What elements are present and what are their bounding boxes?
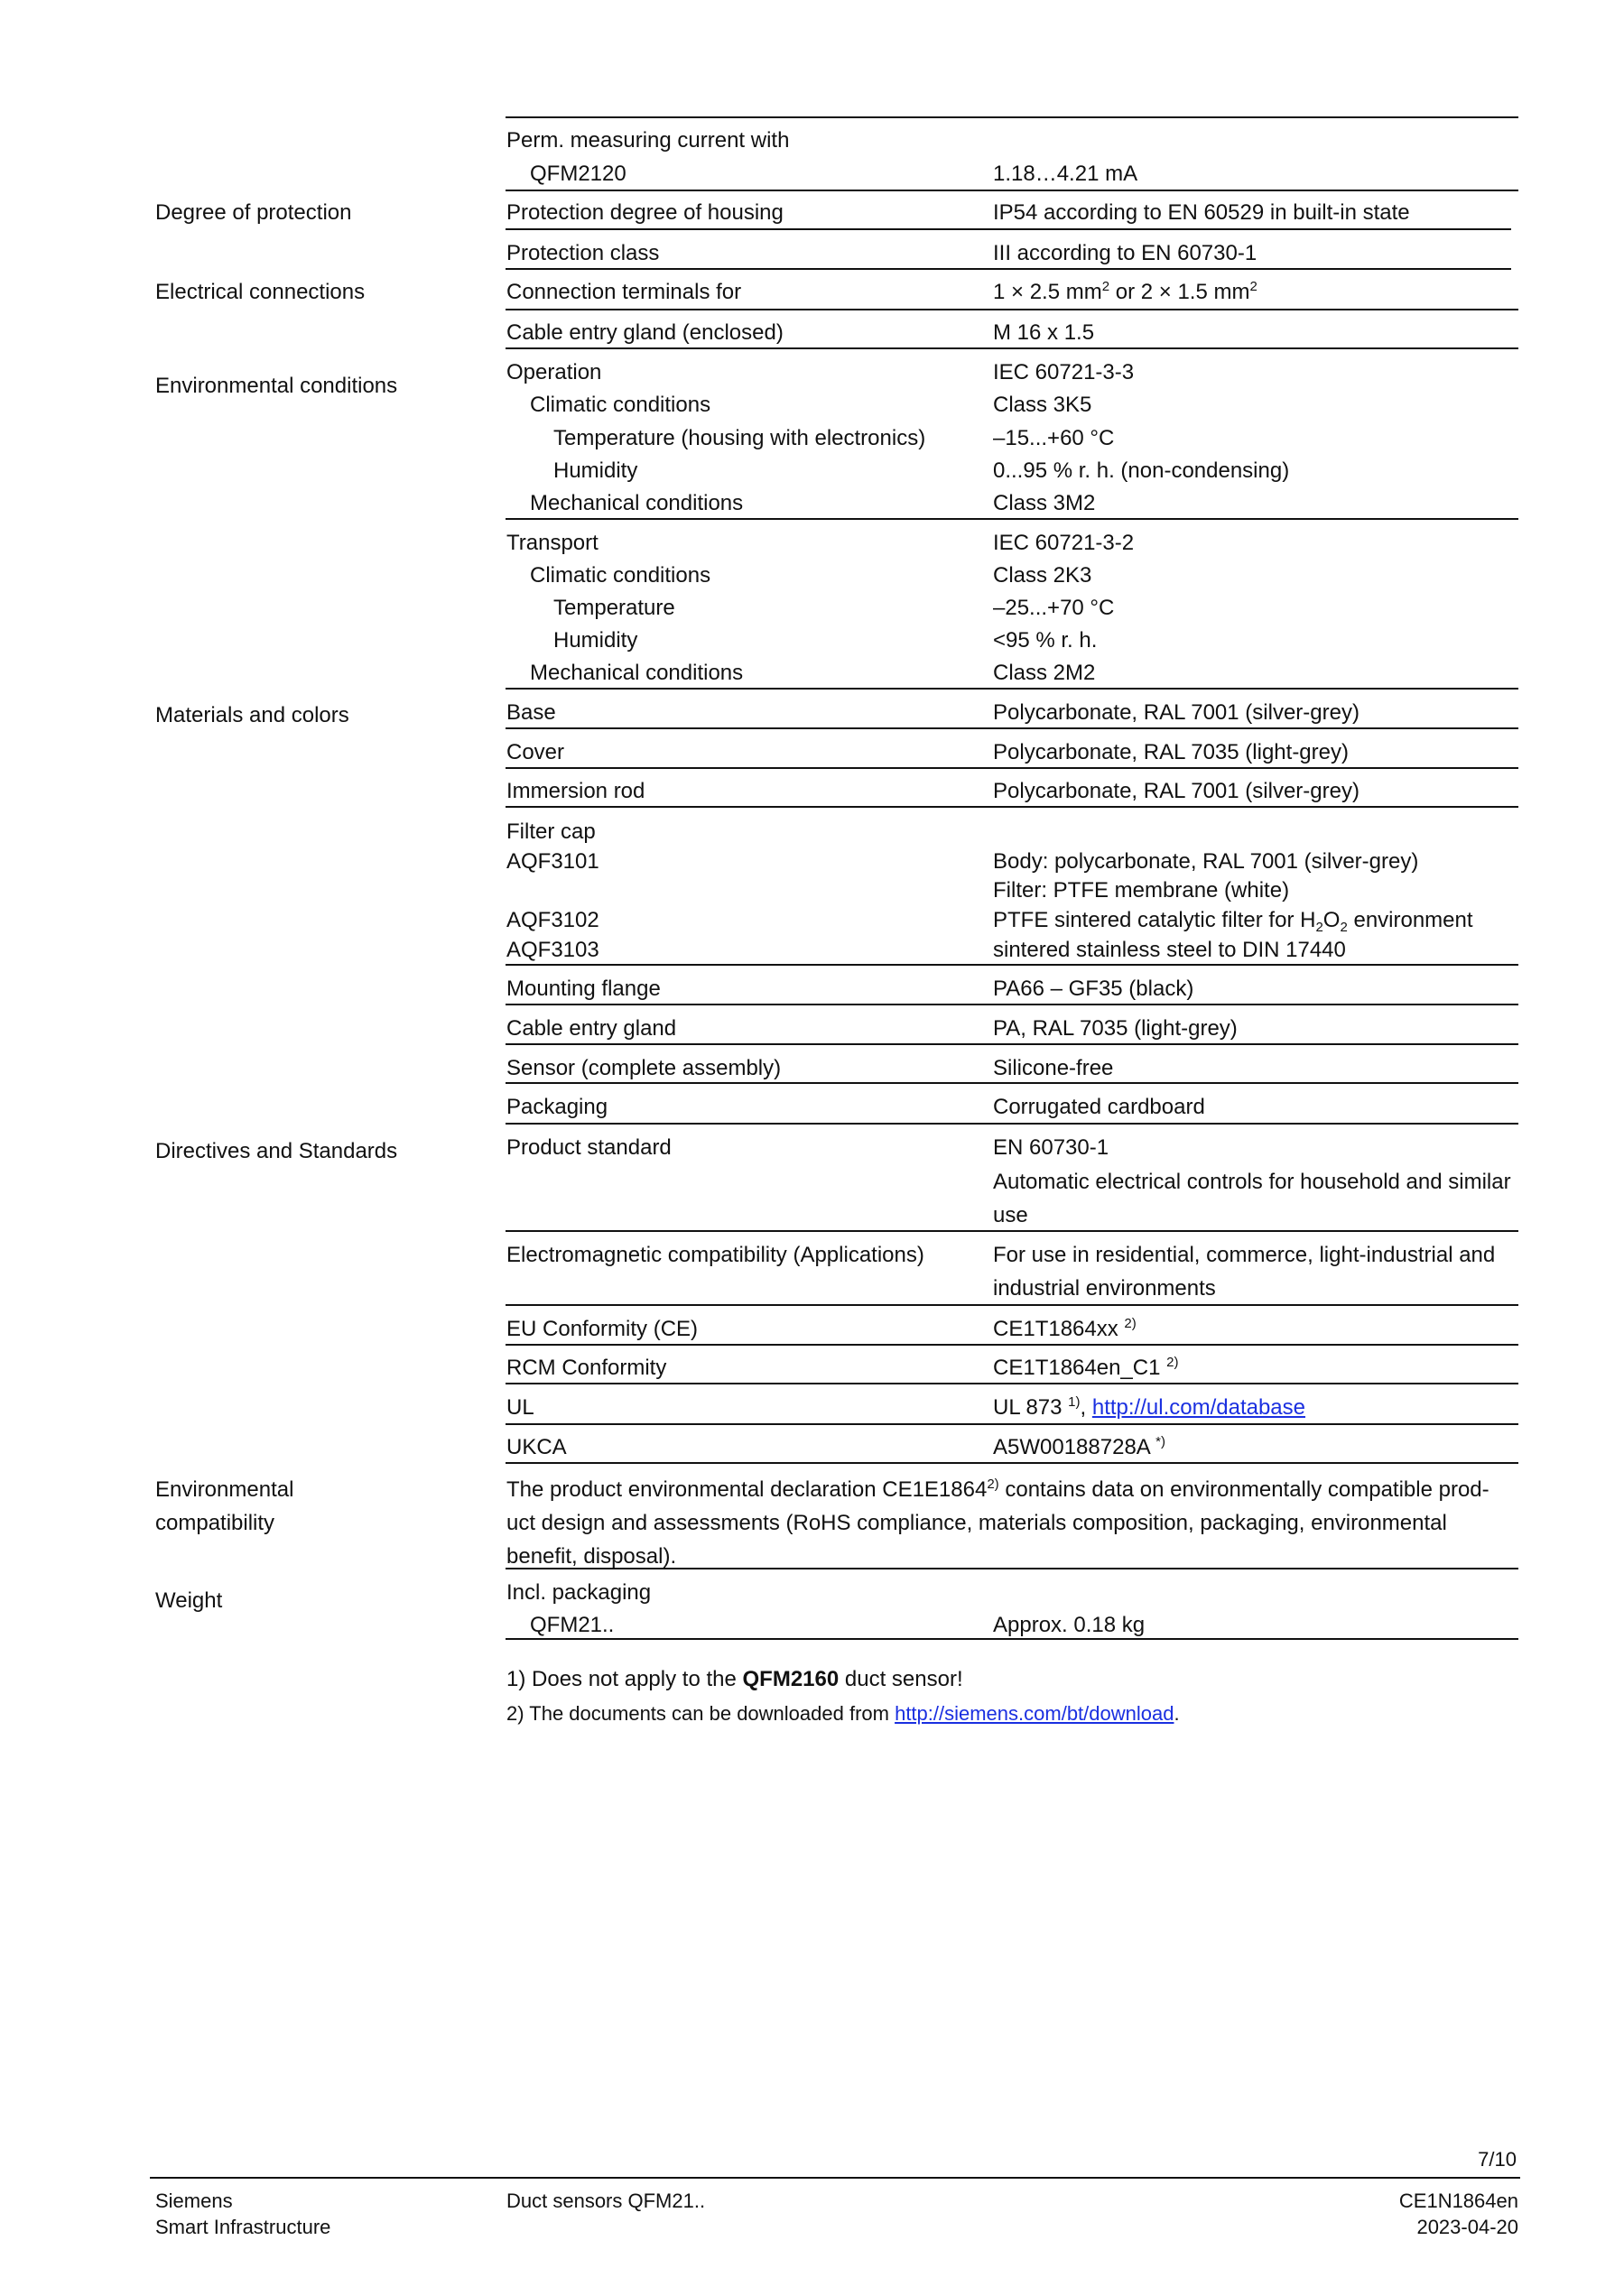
table-rule xyxy=(506,1123,1518,1125)
document-id: CE1N1864en xyxy=(1398,2190,1518,2212)
subscript: 2 xyxy=(1315,920,1323,935)
paragraph-line: benefit, disposal). xyxy=(506,1544,677,1569)
table-rule xyxy=(506,268,1511,270)
row-value: M 16 x 1.5 xyxy=(993,320,1095,345)
paragraph-line xyxy=(506,1473,1518,1506)
row-value: IEC 60721-3-2 xyxy=(993,531,1135,555)
row-label: Protection degree of housing xyxy=(506,200,784,225)
row-value: Polycarbonate, RAL 7035 (light-grey) xyxy=(993,740,1349,764)
row-label: Cover xyxy=(506,740,565,764)
row-value: –15...+60 °C xyxy=(993,426,1115,450)
superscript: 2) xyxy=(1166,1355,1179,1370)
row-value: Class 2M2 xyxy=(993,661,1096,685)
footnote-1 xyxy=(506,1666,963,1693)
section-label-line: Environmental xyxy=(155,1477,294,1502)
row-value: Approx. 0.18 kg xyxy=(993,1613,1146,1637)
row-label: RCM Conformity xyxy=(506,1356,667,1380)
row-label: AQF3102 xyxy=(506,908,599,932)
footnote-2 xyxy=(506,1700,1180,1727)
row-label: Operation xyxy=(506,360,602,384)
row-value: sintered stainless steel to DIN 17440 xyxy=(993,938,1346,962)
row-value: Polycarbonate, RAL 7001 (silver-grey) xyxy=(993,700,1360,725)
superscript: 1) xyxy=(1068,1394,1081,1410)
row-label: Connection terminals for xyxy=(506,280,742,304)
table-rule xyxy=(506,1423,1518,1425)
row-value xyxy=(993,1355,1178,1382)
row-label: UL xyxy=(506,1395,534,1420)
row-label: Sensor (complete assembly) xyxy=(506,1056,782,1080)
row-value: Class 2K3 xyxy=(993,563,1092,588)
row-label: Packaging xyxy=(506,1095,608,1119)
row-label: Mechanical conditions xyxy=(530,491,744,515)
table-rule xyxy=(506,727,1518,729)
row-label: Immersion rod xyxy=(506,779,645,803)
table-rule xyxy=(506,1004,1518,1005)
row-label: Product standard xyxy=(506,1135,672,1160)
row-label: Mounting flange xyxy=(506,977,661,1001)
row-value: 1.18…4.21 mA xyxy=(993,162,1138,186)
row-value: –25...+70 °C xyxy=(993,596,1115,620)
section-environmental-compatibility xyxy=(155,1473,293,1540)
footnote-text: . xyxy=(1174,1702,1180,1725)
row-value: PA66 – GF35 (black) xyxy=(993,977,1194,1001)
row-label: Temperature (housing with electronics) xyxy=(553,426,926,450)
table-rule xyxy=(506,518,1518,520)
row-value xyxy=(993,1434,1165,1461)
superscript: 2 xyxy=(1101,279,1110,294)
row-value xyxy=(993,907,1473,934)
superscript: 2) xyxy=(1124,1316,1137,1331)
row-label: Filter cap xyxy=(506,819,596,844)
row-label: Humidity xyxy=(553,628,638,653)
row-value: use xyxy=(993,1203,1028,1227)
table-rule xyxy=(506,1383,1518,1384)
table-rule xyxy=(506,228,1511,230)
row-label: Humidity xyxy=(553,458,638,483)
value-text: CE1T1864en_C1 xyxy=(993,1356,1167,1380)
row-label: AQF3101 xyxy=(506,849,599,874)
row-value: <95 % r. h. xyxy=(993,628,1098,653)
row-label: QFM21.. xyxy=(530,1613,615,1637)
table-rule xyxy=(506,1304,1518,1306)
row-value xyxy=(993,279,1257,306)
section-label-line: compatibility xyxy=(155,1511,275,1535)
value-text: CE1T1864xx xyxy=(993,1317,1125,1341)
section-directives-and-standards: Directives and Standards xyxy=(155,1139,398,1163)
superscript: 2 xyxy=(1249,279,1257,294)
footer-company xyxy=(155,2188,330,2240)
table-rule xyxy=(506,347,1518,349)
row-value: For use in residential, commerce, light-industrial and xyxy=(993,1243,1496,1267)
section-degree-of-protection: Degree of protection xyxy=(155,200,352,225)
value-text: A5W00188728A xyxy=(993,1435,1156,1459)
footer-product: Duct sensors QFM21.. xyxy=(506,2190,706,2212)
subscript: 2 xyxy=(1340,920,1348,935)
row-label: Climatic conditions xyxy=(530,393,711,417)
row-value: Filter: PTFE membrane (white) xyxy=(993,878,1290,903)
footnote-text: 2) The documents can be downloaded from xyxy=(506,1702,896,1725)
row-value: Silicone-free xyxy=(993,1056,1114,1080)
footer-rule xyxy=(150,2177,1520,2179)
row-value: III according to EN 60730-1 xyxy=(993,241,1257,265)
document-date: 2023-04-20 xyxy=(1416,2216,1518,2238)
row-label: Transport xyxy=(506,531,599,555)
value-text: or 2 × 1.5 mm xyxy=(1109,280,1250,304)
company-division: Smart Infrastructure xyxy=(155,2216,331,2238)
row-value: EN 60730-1 xyxy=(993,1135,1109,1160)
paragraph-line: uct design and assessments (RoHS compliance, materials composition, packaging, environmental xyxy=(506,1511,1447,1535)
table-rule xyxy=(506,964,1518,966)
row-value: Automatic electrical controls for household and similar xyxy=(993,1170,1511,1194)
section-electrical-connections: Electrical connections xyxy=(155,280,366,304)
table-rule xyxy=(506,1082,1518,1084)
superscript: 2) xyxy=(987,1477,999,1492)
row-label: QFM2120 xyxy=(530,162,626,186)
row-value: PA, RAL 7035 (light-grey) xyxy=(993,1016,1238,1041)
row-label: AQF3103 xyxy=(506,938,599,962)
download-link[interactable]: http://siemens.com/bt/download xyxy=(895,1702,1174,1725)
row-label: Electromagnetic compatibility (Applications) xyxy=(506,1243,924,1267)
table-rule xyxy=(506,767,1518,769)
row-label: Temperature xyxy=(553,596,675,620)
section-weight: Weight xyxy=(155,1588,223,1613)
row-label: Cable entry gland (enclosed) xyxy=(506,320,784,345)
section-environmental-conditions: Environmental conditions xyxy=(155,374,398,398)
row-value: Polycarbonate, RAL 7001 (silver-grey) xyxy=(993,779,1360,803)
paragraph-text: The product environmental declaration CE1E1864 xyxy=(506,1477,988,1502)
table-rule xyxy=(506,309,1518,310)
value-text: UL 873 xyxy=(993,1395,1069,1420)
row-label: Mechanical conditions xyxy=(530,661,744,685)
row-label: Climatic conditions xyxy=(530,563,711,588)
row-label: UKCA xyxy=(506,1435,567,1459)
row-label: Perm. measuring current with xyxy=(506,128,790,153)
row-value: industrial environments xyxy=(993,1276,1216,1301)
row-label: Cable entry gland xyxy=(506,1016,677,1041)
paragraph-text: contains data on environmentally compatible prod- xyxy=(998,1477,1489,1502)
value-text: 1 × 2.5 mm xyxy=(993,280,1102,304)
page-number: 7/10 xyxy=(1478,2148,1517,2171)
footer-doc-info xyxy=(1264,2188,1518,2240)
table-rule xyxy=(506,116,1518,118)
table-rule xyxy=(506,806,1518,808)
environmental-compatibility-text xyxy=(506,1473,1518,1573)
table-rule xyxy=(506,1043,1518,1045)
table-rule xyxy=(506,1462,1518,1464)
company-name: Siemens xyxy=(155,2190,233,2212)
row-value: IEC 60721-3-3 xyxy=(993,360,1135,384)
value-text: , xyxy=(1080,1395,1092,1420)
footnote-bold: QFM2160 xyxy=(742,1667,840,1691)
row-value: 0...95 % r. h. (non-condensing) xyxy=(993,458,1290,483)
superscript: *) xyxy=(1155,1434,1165,1449)
value-text: environment xyxy=(1347,908,1473,932)
row-label: Incl. packaging xyxy=(506,1580,652,1605)
table-rule xyxy=(506,688,1518,690)
row-value: Body: polycarbonate, RAL 7001 (silver-grey) xyxy=(993,849,1419,874)
value-text: PTFE sintered catalytic filter for H xyxy=(993,908,1316,932)
value-text: O xyxy=(1322,908,1341,932)
row-label: EU Conformity (CE) xyxy=(506,1317,699,1341)
section-materials-and-colors: Materials and colors xyxy=(155,703,349,727)
row-value xyxy=(993,1394,1305,1421)
row-value: Corrugated cardboard xyxy=(993,1095,1205,1119)
table-rule xyxy=(506,1230,1518,1232)
ul-database-link[interactable]: http://ul.com/database xyxy=(1091,1395,1306,1420)
row-label: Base xyxy=(506,700,556,725)
footnote-text: duct sensor! xyxy=(839,1667,963,1691)
row-value: IP54 according to EN 60529 in built-in state xyxy=(993,200,1410,225)
row-value xyxy=(993,1316,1137,1343)
table-rule xyxy=(506,190,1518,191)
row-label: Protection class xyxy=(506,241,660,265)
row-value: Class 3M2 xyxy=(993,491,1096,515)
table-rule xyxy=(506,1344,1518,1346)
row-value: Class 3K5 xyxy=(993,393,1092,417)
footnote-text: 1) Does not apply to the xyxy=(506,1667,743,1691)
